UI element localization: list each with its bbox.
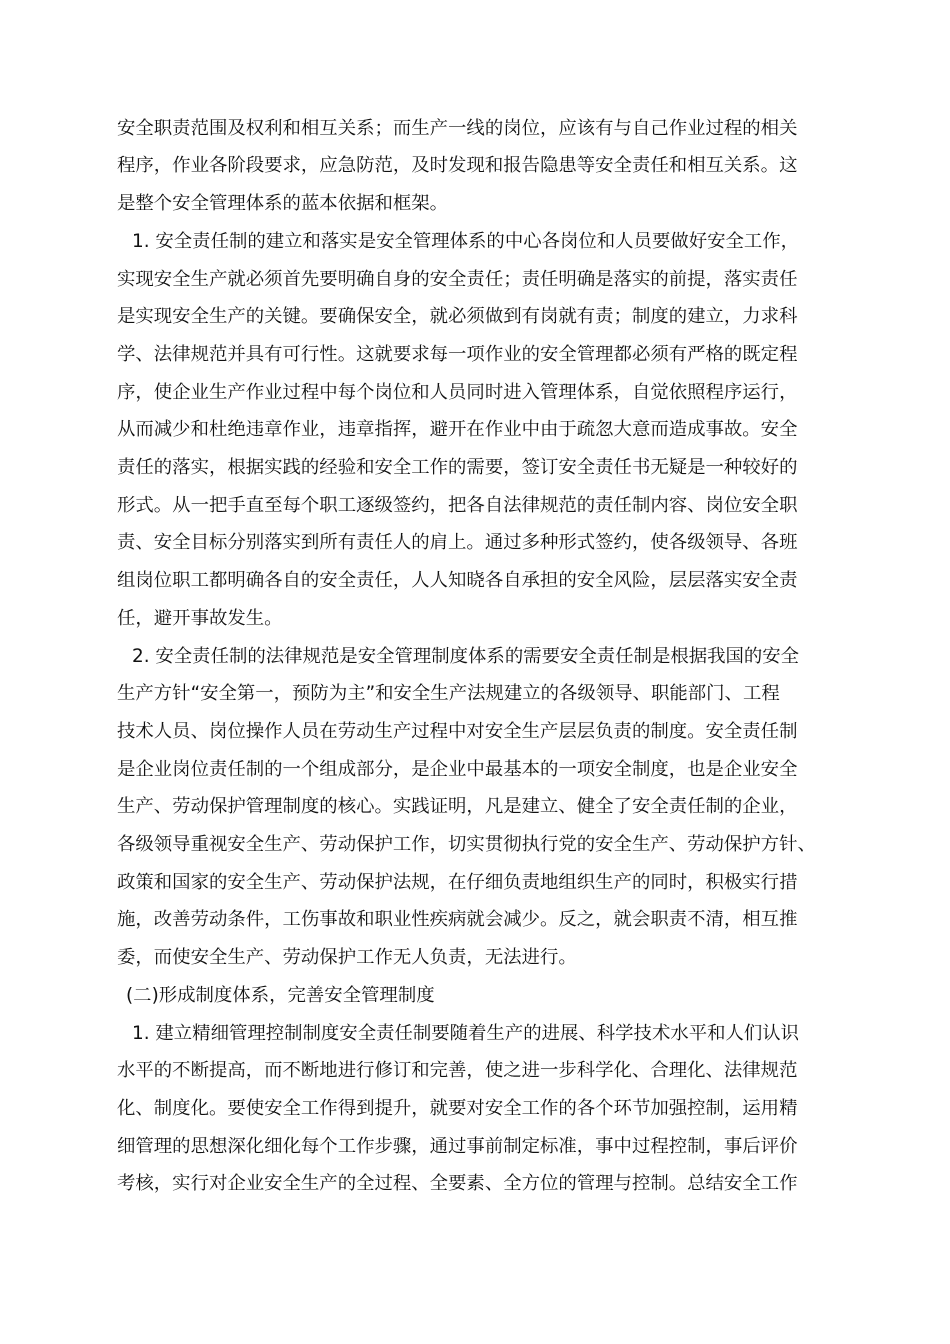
text-line: 任，避开事故发生。 bbox=[117, 608, 283, 629]
text-line: 序，使企业生产作业过程中每个岗位和人员同时进入管理体系，自觉依照程序运行， bbox=[117, 382, 798, 403]
text-line: 1. 建立精细管理控制制度安全责任制要随着生产的进展、科学技术水平和人们认识 bbox=[132, 1023, 800, 1044]
text-line: 责任的落实，根据实践的经验和安全工作的需要，签订安全责任书无疑是一种较好的 bbox=[117, 457, 798, 478]
text-line: 细管理的思想深化细化每个工作步骤，通过事前制定标准，事中过程控制，事后评价 bbox=[117, 1136, 798, 1157]
text-line: 水平的不断提高，而不断地进行修订和完善，使之进一步科学化、合理化、法律规范 bbox=[117, 1060, 798, 1081]
text-line: 组岗位职工都明确各自的安全责任，人人知晓各自承担的安全风险，层层落实安全责 bbox=[117, 570, 798, 591]
text-line: 施，改善劳动条件，工伤事故和职业性疾病就会减少。反之，就会职责不清，相互推 bbox=[117, 909, 798, 930]
text-line: 各级领导重视安全生产、劳动保护工作，切实贯彻执行党的安全生产、劳动保护方针、 bbox=[117, 834, 816, 855]
section-heading: (二)形成制度体系，完善安全管理制度 bbox=[126, 985, 435, 1006]
text-line: 化、制度化。要使安全工作得到提升，就要对安全工作的各个环节加强控制，运用精 bbox=[117, 1098, 798, 1119]
text-line: 是整个安全管理体系的蓝本依据和框架。 bbox=[117, 193, 449, 214]
text-line: 1. 安全责任制的建立和落实是安全管理体系的中心各岗位和人员要做好安全工作， bbox=[132, 231, 800, 252]
text-line: 从而减少和杜绝违章作业，违章指挥，避开在作业中由于疏忽大意而造成事故。安全 bbox=[117, 419, 798, 440]
text-line: 生产、劳动保护管理制度的核心。实践证明，凡是建立、健全了安全责任制的企业， bbox=[117, 796, 798, 817]
text-line: 是实现安全生产的关键。要确保安全，就必须做到有岗就有责；制度的建立，力求科 bbox=[117, 306, 798, 327]
text-line: 形式。从一把手直至每个职工逐级签约，把各自法律规范的责任制内容、岗位安全职 bbox=[117, 495, 798, 516]
text-line: 生产方针“安全第一，预防为主”和安全生产法规建立的各级领导、职能部门、工程 bbox=[117, 683, 780, 704]
text-line: 程序，作业各阶段要求，应急防范，及时发现和报告隐患等安全责任和相互关系。这 bbox=[117, 155, 798, 176]
text-line: 学、法律规范并具有可行性。这就要求每一项作业的安全管理都必须有严格的既定程 bbox=[117, 344, 798, 365]
text-line: 技术人员、岗位操作人员在劳动生产过程中对安全生产层层负责的制度。安全责任制 bbox=[117, 721, 798, 742]
text-line: 2. 安全责任制的法律规范是安全管理制度体系的需要安全责任制是根据我国的安全 bbox=[132, 646, 800, 667]
text-line: 是企业岗位责任制的一个组成部分，是企业中最基本的一项安全制度，也是企业安全 bbox=[117, 759, 798, 780]
text-line: 安全职责范围及权利和相互关系；而生产一线的岗位，应该有与自己作业过程的相关 bbox=[117, 118, 798, 139]
text-line: 实现安全生产就必须首先要明确自身的安全责任；责任明确是落实的前提，落实责任 bbox=[117, 269, 798, 290]
text-line: 委，而使安全生产、劳动保护工作无人负责，无法进行。 bbox=[117, 947, 577, 968]
text-line: 考核，实行对企业安全生产的全过程、全要素、全方位的管理与控制。总结安全工作 bbox=[117, 1173, 798, 1194]
text-line: 政策和国家的安全生产、劳动保护法规，在仔细负责地组织生产的同时，积极实行措 bbox=[117, 872, 798, 893]
text-line: 责、安全目标分别落实到所有责任人的肩上。通过多种形式签约，使各级领导、各班 bbox=[117, 532, 798, 553]
